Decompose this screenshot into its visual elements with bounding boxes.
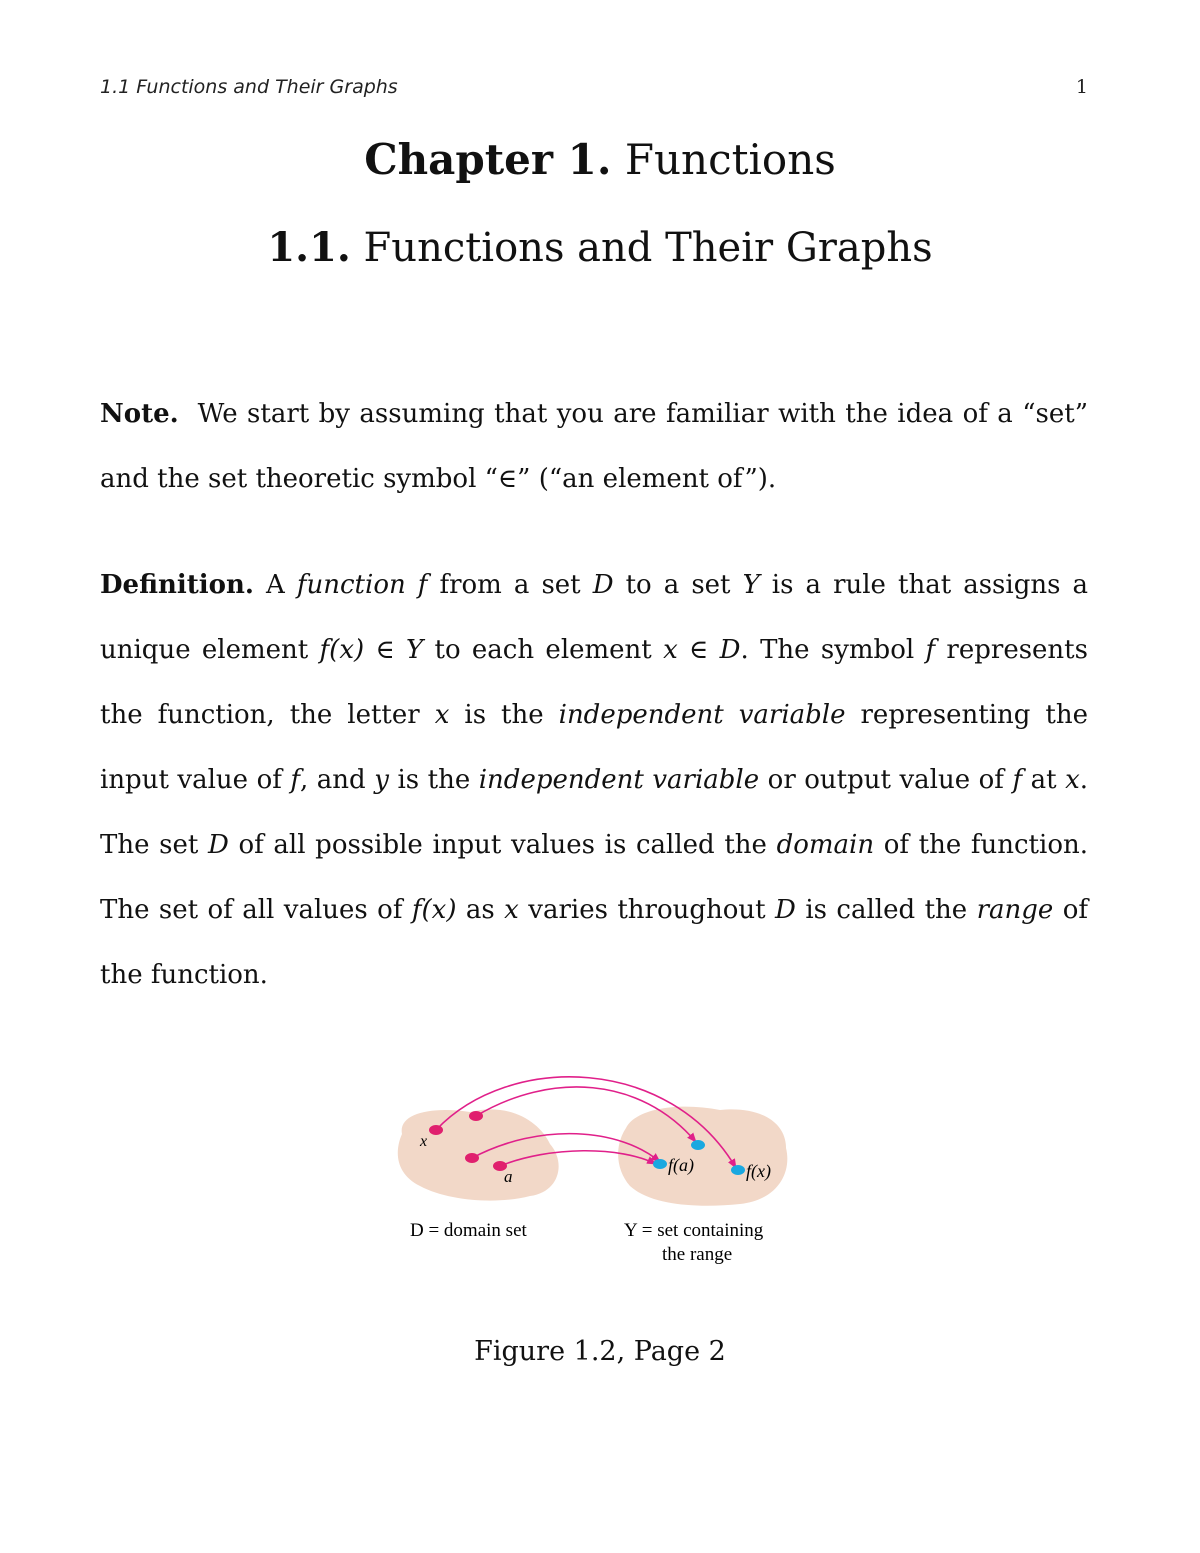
def-text: . The set <box>100 765 1088 860</box>
def-math: D <box>775 895 796 925</box>
range-set-blob <box>618 1107 787 1206</box>
def-text: . The symbol <box>740 635 926 665</box>
label-a: a <box>504 1167 513 1186</box>
def-text: of all possible input values is called the <box>228 830 777 860</box>
section-label: 1.1. <box>267 224 351 271</box>
range-caption-line2: the range <box>662 1244 733 1265</box>
label-fx: f(x) <box>746 1161 771 1181</box>
def-text: or output value of <box>759 765 1013 795</box>
def-math: f <box>290 765 301 795</box>
section-name: Functions and Their Graphs <box>363 225 933 271</box>
definition-label: Definition. <box>100 570 254 600</box>
def-text: is the <box>449 700 559 730</box>
def-term-function: function f <box>296 570 428 600</box>
label-x: x <box>420 1133 428 1150</box>
def-math: f <box>1012 765 1023 795</box>
def-text: representing the input value of <box>100 700 1088 795</box>
input-point-top <box>469 1111 483 1121</box>
running-head <box>100 76 1088 102</box>
note-paragraph <box>100 382 1088 512</box>
def-text: of the function. The set of all values of <box>100 830 1088 925</box>
def-text: is a rule that assigns a unique element <box>100 570 1088 665</box>
def-text: of the function. <box>100 895 1088 990</box>
domain-caption: D = domain set <box>410 1220 527 1241</box>
range-caption-line1: Y = set containing <box>624 1220 764 1241</box>
input-point-x <box>429 1125 443 1135</box>
def-text: to a set <box>613 570 743 600</box>
input-point-mid <box>465 1153 479 1163</box>
def-term-independent-variable: independent variable <box>478 765 760 795</box>
def-math: x <box>434 700 450 730</box>
def-text: is called the <box>795 895 977 925</box>
def-text: at <box>1022 765 1066 795</box>
output-point-top <box>691 1140 705 1150</box>
def-text: to each element <box>423 635 664 665</box>
def-text: from a set <box>427 570 593 600</box>
def-text: is the <box>388 765 479 795</box>
def-text: represents the function, the letter <box>100 635 1088 730</box>
chapter-name: Functions <box>624 135 836 184</box>
function-mapping-diagram <box>390 1062 800 1274</box>
def-math: D <box>207 830 229 860</box>
def-math: x ∈ D <box>663 635 741 665</box>
def-text: as <box>456 895 505 925</box>
running-title: 1.1 Functions and Their Graphs <box>100 76 398 98</box>
def-math: f <box>925 635 936 665</box>
label-fa: f(a) <box>668 1155 694 1175</box>
def-text: A <box>266 570 297 600</box>
output-point-fx <box>731 1165 745 1175</box>
def-math: D <box>592 570 614 600</box>
def-math: f(x) <box>411 895 457 925</box>
note-text: We start by assuming that you are familiar with the idea of a “set” and the set theoretic symbol “∈” (“an element of”). <box>100 399 1089 494</box>
figure-caption: Figure 1.2, Page 2 <box>474 1336 726 1367</box>
note-label: Note. <box>100 399 179 429</box>
def-math: y <box>374 765 389 795</box>
def-text: , and <box>300 765 375 795</box>
def-term-domain: domain <box>776 830 875 860</box>
function-mapping-figure <box>390 1062 800 1274</box>
def-math: Y <box>742 570 760 600</box>
def-math: f(x) ∈ Y <box>319 635 424 665</box>
chapter-label: Chapter 1. <box>364 135 612 184</box>
page-number: 1 <box>1075 76 1088 98</box>
def-math: x <box>1065 765 1080 795</box>
section-title <box>0 220 1200 276</box>
def-term-range: range <box>976 895 1054 925</box>
def-text: varies throughout <box>518 895 776 925</box>
def-math: x <box>504 895 519 925</box>
output-point-fa <box>653 1159 667 1169</box>
chapter-title <box>0 132 1200 188</box>
def-term-independent-variable: independent variable <box>558 700 846 730</box>
definition-paragraph <box>100 553 1088 1008</box>
